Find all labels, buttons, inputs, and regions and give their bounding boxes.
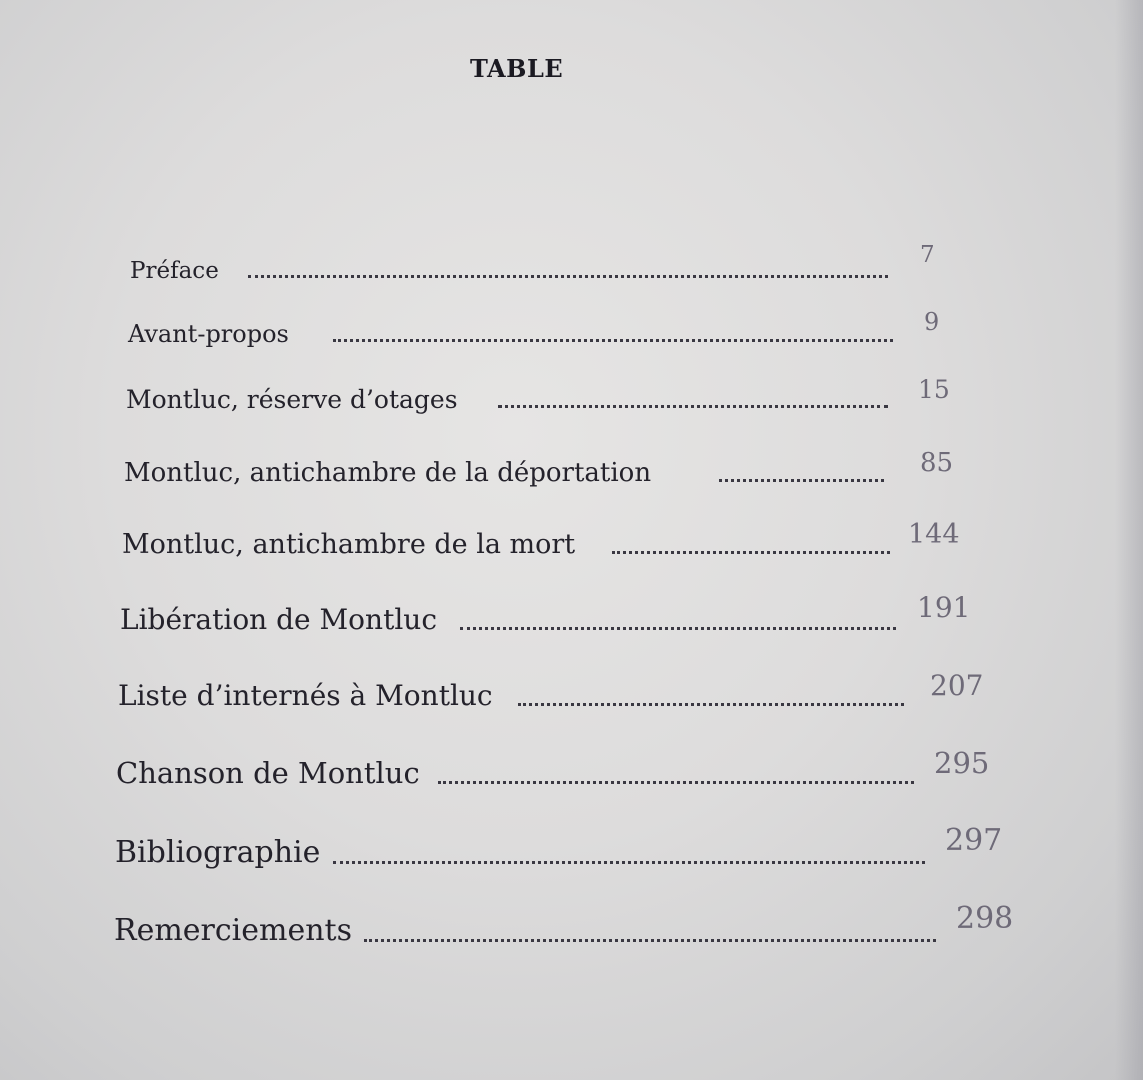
- toc-title: TABLE: [470, 54, 564, 83]
- toc-entry: [128, 308, 948, 348]
- toc-entry-page: 297: [945, 823, 1003, 858]
- toc-entry: [130, 242, 950, 284]
- leader-dots: [612, 551, 890, 554]
- toc-entry-page: 144: [908, 519, 960, 550]
- toc-entry-page: 15: [918, 375, 950, 404]
- toc-entry: [115, 824, 1005, 870]
- leader-dots: [248, 275, 888, 278]
- leader-dots: [518, 703, 904, 706]
- toc-entry-label: Chanson de Montluc: [116, 756, 420, 790]
- toc-entry-page: 9: [924, 308, 940, 336]
- leader-dots: [333, 339, 893, 342]
- toc-entry-label: Montluc, antichambre de la mort: [122, 529, 576, 560]
- toc-entry-page: 7: [920, 242, 935, 268]
- leader-dots: [460, 627, 896, 630]
- toc-entry-page: 295: [934, 746, 990, 780]
- toc-entry-page: 298: [956, 901, 1014, 936]
- toc-entry-label: Préface: [130, 258, 219, 284]
- leader-dots: [333, 861, 925, 864]
- toc-entry: [126, 376, 956, 414]
- toc-entry-label: Montluc, antichambre de la déportation: [124, 458, 652, 488]
- toc-entry-label: Avant-propos: [128, 320, 289, 348]
- leader-dots: [438, 781, 914, 784]
- leader-dots: [498, 405, 888, 408]
- toc-entry: [120, 591, 980, 636]
- toc-entry: [124, 448, 964, 488]
- toc-entry: [114, 902, 1014, 948]
- toc-entry-label: Remerciements: [114, 913, 353, 948]
- toc-entry-page: 207: [930, 669, 984, 702]
- leader-dots: [719, 479, 884, 482]
- toc-entry-label: Montluc, réserve d’otages: [126, 385, 458, 414]
- toc-entry: [118, 670, 988, 712]
- toc-entry-label: Libération de Montluc: [120, 603, 437, 636]
- toc-entry-page: 191: [917, 591, 971, 624]
- toc-entry-label: Liste d’internés à Montluc: [118, 679, 493, 712]
- toc-entry: [116, 746, 996, 790]
- toc-entry: [122, 520, 972, 560]
- toc-entry-label: Bibliographie: [115, 835, 321, 870]
- toc-entry-page: 85: [920, 448, 954, 478]
- leader-dots: [364, 939, 936, 942]
